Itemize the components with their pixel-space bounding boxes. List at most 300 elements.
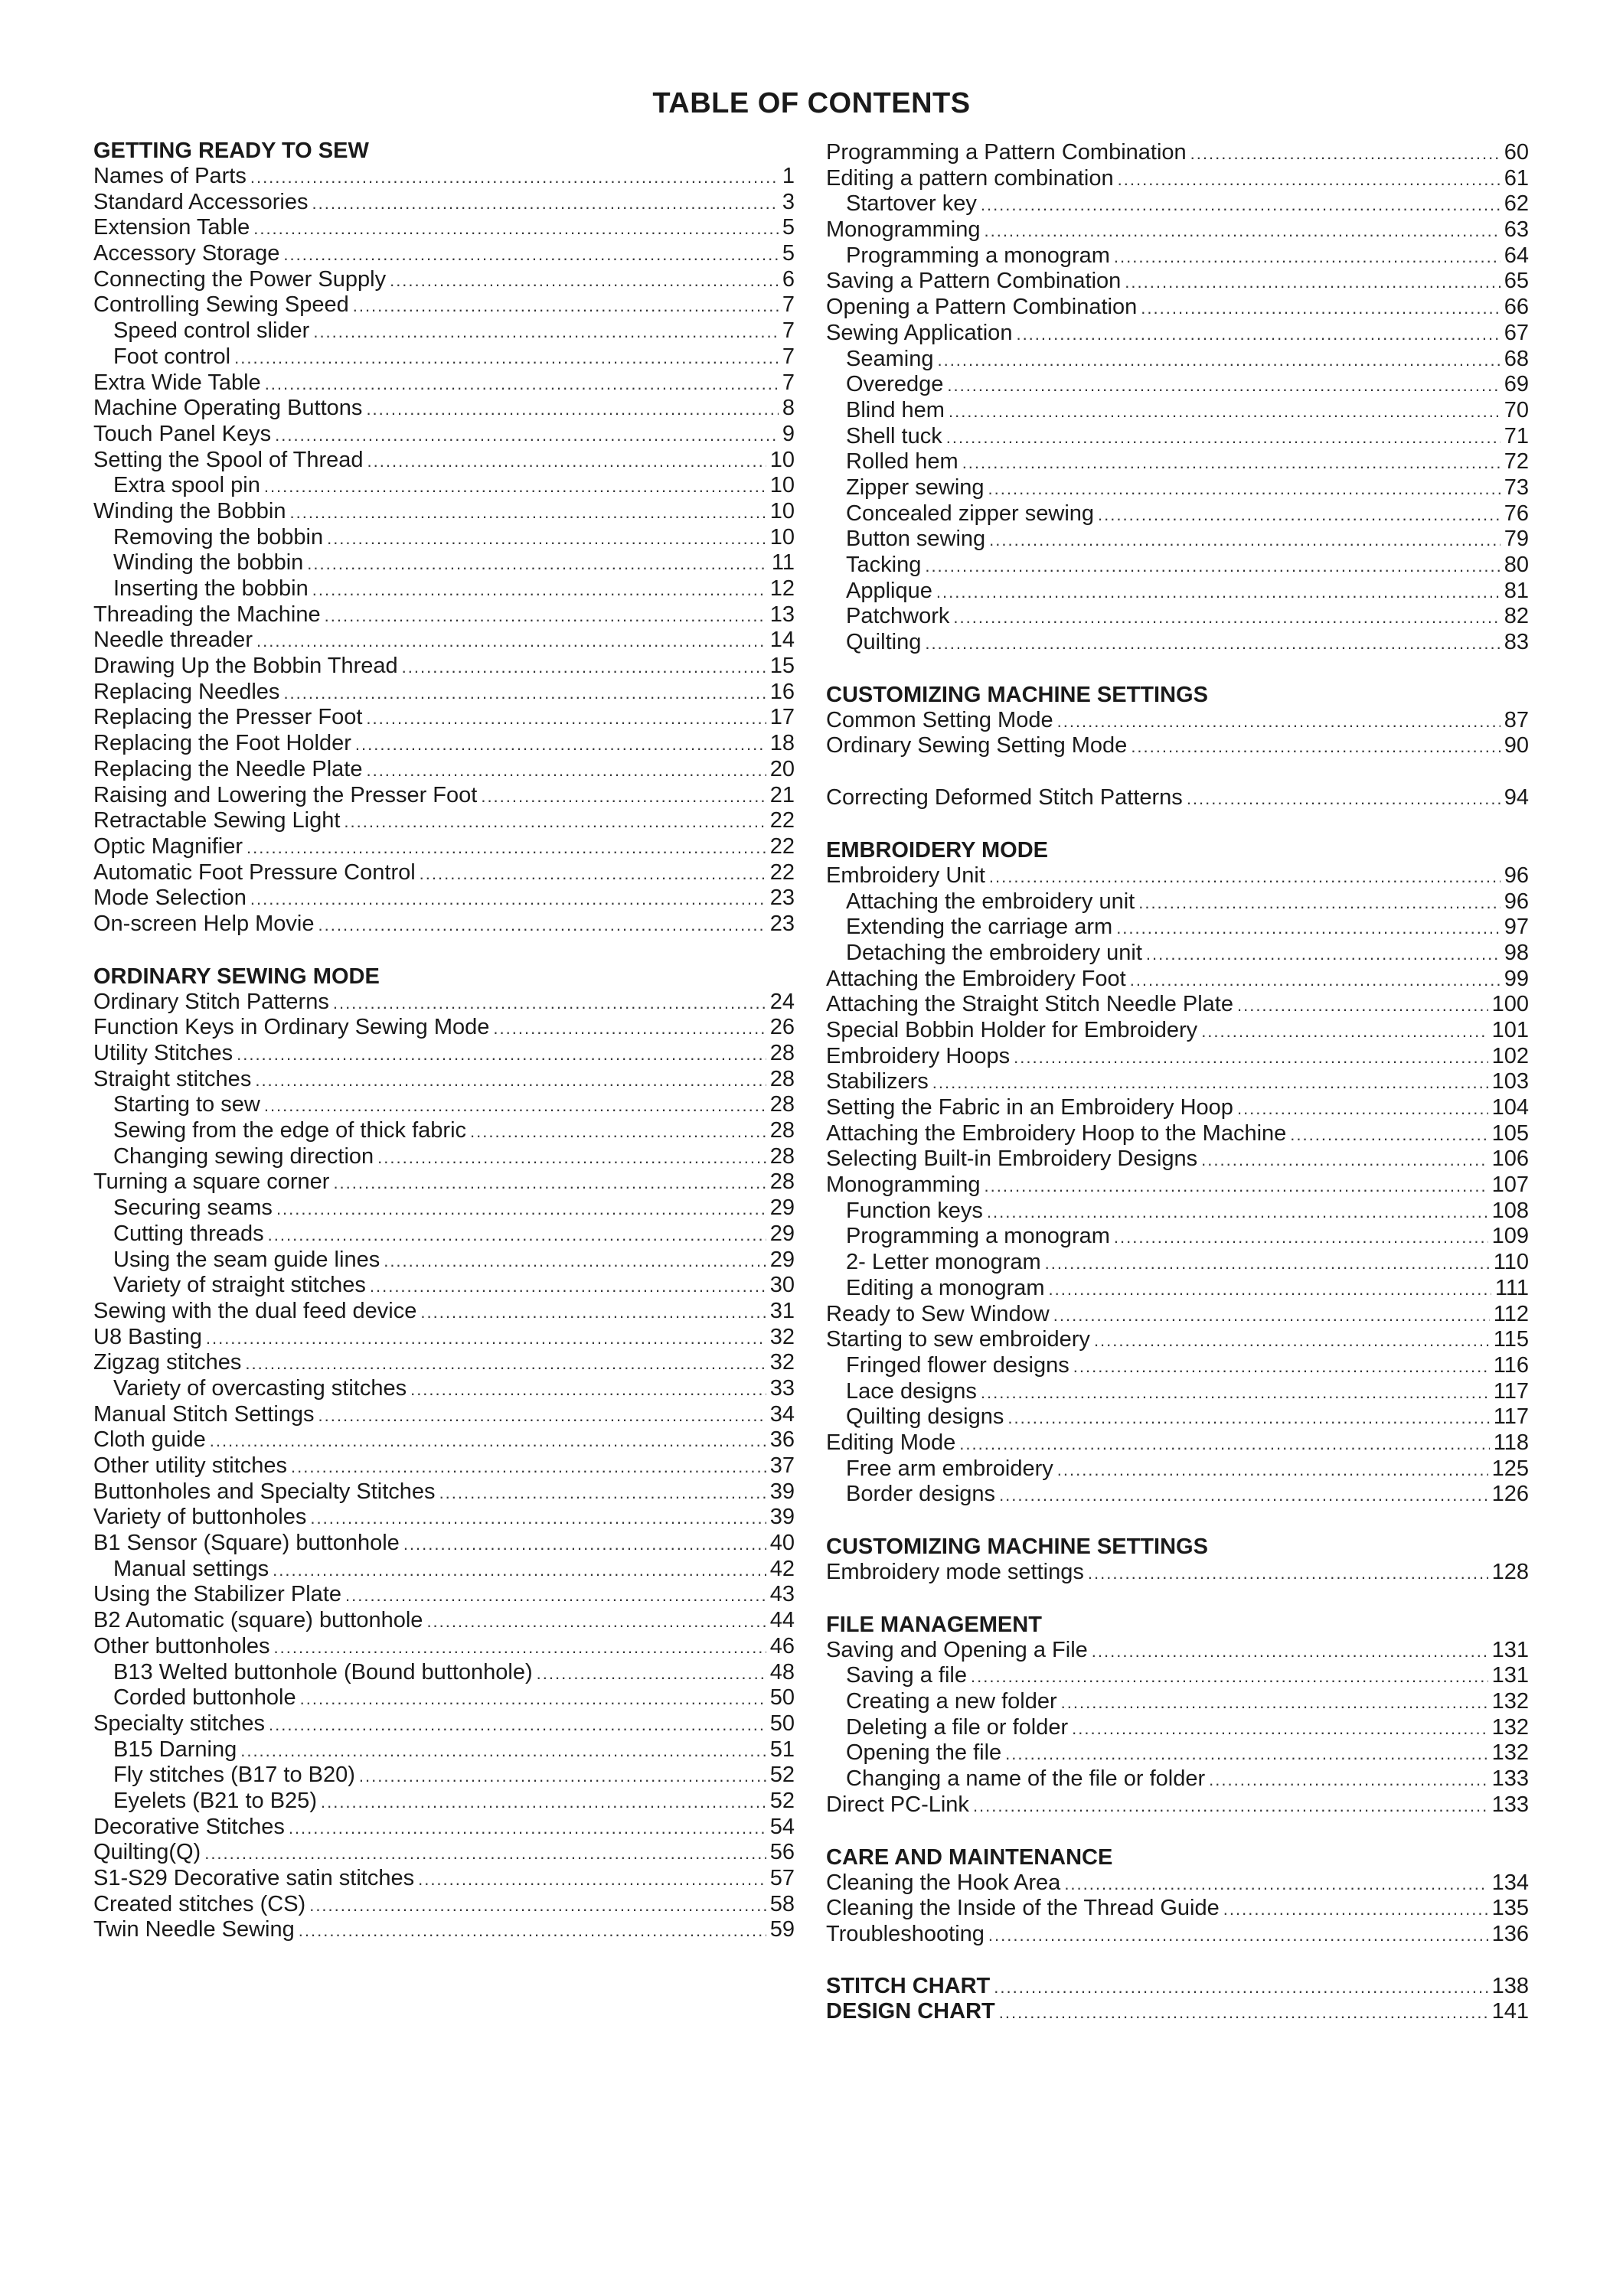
dot-leader [1130, 967, 1501, 993]
entry-label: Other utility stitches [93, 1453, 288, 1478]
entry-label: Optic Magnifier [93, 833, 243, 859]
dot-leader [470, 1119, 766, 1145]
toc-entry [93, 1815, 795, 1841]
entry-label: Embroidery Hoops [826, 1043, 1011, 1068]
toc-subentry [826, 191, 1529, 217]
entry-label: Retractable Sewing Light [93, 808, 341, 833]
dot-leader [999, 2000, 1488, 2026]
entry-label: U8 Basting [93, 1324, 202, 1349]
entry-label: Common Setting Mode [826, 707, 1053, 732]
toc-entry [93, 602, 795, 628]
toc-entry [93, 680, 795, 706]
dot-leader [949, 399, 1501, 425]
dot-leader [994, 1975, 1487, 2001]
dot-leader [947, 373, 1500, 399]
page-number: 28 [769, 1066, 795, 1091]
entry-label: Winding the bobbin [113, 550, 304, 576]
dot-leader [255, 1068, 766, 1094]
toc-entry [826, 1870, 1529, 1896]
entry-label: Extension Table [93, 215, 250, 240]
dot-leader [1049, 1277, 1491, 1303]
toc-entry [93, 1350, 795, 1376]
page-number: 50 [769, 1711, 795, 1736]
dot-leader [290, 500, 766, 526]
toc-entry [93, 990, 795, 1016]
page-number: 141 [1491, 1999, 1529, 2024]
page-number: 80 [1504, 553, 1529, 577]
entry-label: Direct PC-Link [826, 1792, 969, 1817]
entry-label: Extra spool pin [113, 473, 260, 498]
dot-leader [333, 1170, 766, 1196]
page-number: 87 [1504, 707, 1529, 732]
toc-subentry [826, 1482, 1529, 1508]
entry-label: Manual settings [113, 1556, 269, 1581]
toc-subentry [93, 1247, 795, 1274]
entry-label: Opening a Pattern Combination [826, 295, 1138, 320]
toc-entry [826, 1999, 1529, 2025]
page-number: 64 [1504, 243, 1529, 268]
entry-label: Extra Wide Table [93, 370, 261, 395]
toc-entry [826, 1095, 1529, 1121]
entry-label: Eyelets (B21 to B25) [113, 1788, 317, 1813]
entry-label: Saving and Opening a File [826, 1637, 1088, 1662]
entry-label: 2- Letter monogram [846, 1250, 1041, 1275]
dot-leader [210, 1428, 766, 1454]
toc-subentry [826, 347, 1529, 373]
toc-entry [93, 912, 795, 938]
section-spacer [826, 1818, 1529, 1844]
toc-entry [826, 967, 1529, 993]
toc-entry [826, 1430, 1529, 1456]
dot-leader [984, 218, 1500, 244]
entry-label: Editing Mode [826, 1430, 956, 1455]
toc-entry [93, 448, 795, 474]
entry-label: Variety of straight stitches [113, 1273, 366, 1298]
entry-label: B1 Sensor (Square) buttonhole [93, 1531, 400, 1556]
entry-label: Lace designs [846, 1378, 977, 1404]
toc-subentry [826, 1689, 1529, 1715]
dot-leader [245, 1351, 766, 1377]
toc-subentry [826, 1379, 1529, 1405]
toc-entry [93, 1325, 795, 1351]
page-number: 46 [769, 1633, 795, 1658]
toc-entry [93, 1479, 795, 1505]
entry-label: Cloth guide [93, 1427, 206, 1453]
toc-subentry [93, 318, 795, 344]
page-number: 31 [769, 1298, 795, 1323]
page-number: 32 [769, 1324, 795, 1349]
page-number: 96 [1504, 863, 1529, 888]
entry-label: Ordinary Sewing Setting Mode [826, 733, 1128, 758]
toc-subentry [93, 1221, 795, 1247]
toc-subentry [826, 424, 1529, 450]
toc-entry [93, 1866, 795, 1892]
page-number: 103 [1491, 1069, 1529, 1094]
entry-label: Monogramming [826, 217, 981, 243]
dot-leader [962, 450, 1501, 476]
entry-label: Decorative Stitches [93, 1814, 285, 1839]
page-number: 10 [769, 524, 795, 550]
toc-entry [826, 1560, 1529, 1586]
toc-entry [93, 834, 795, 860]
page-number: 52 [769, 1763, 795, 1788]
toc-entry [826, 863, 1529, 889]
toc-subentry [826, 1276, 1529, 1302]
dot-leader [1237, 1096, 1488, 1122]
toc-subentry [826, 553, 1529, 579]
page-number: 34 [769, 1401, 795, 1427]
entry-label: Fly stitches (B17 to B20) [113, 1763, 355, 1788]
entry-label: Programming a monogram [846, 243, 1110, 268]
entry-label: Speed control slider [113, 318, 310, 344]
page-number: 50 [769, 1685, 795, 1711]
page-number: 16 [769, 679, 795, 704]
entry-label: Controlling Sewing Speed [93, 292, 349, 318]
entry-label: Sewing with the dual feed device [93, 1298, 417, 1323]
entry-label: Quilting [846, 630, 922, 655]
page-number: 105 [1491, 1120, 1529, 1146]
dot-leader [1201, 1147, 1487, 1173]
entry-label: Monogramming [826, 1172, 981, 1198]
dot-leader [256, 628, 766, 654]
toc-entry [826, 1121, 1529, 1147]
page-number: 9 [782, 421, 795, 446]
dot-leader [1118, 167, 1501, 193]
page-number: 22 [769, 808, 795, 833]
entry-label: Names of Parts [93, 164, 247, 188]
entry-label: Ordinary Stitch Patterns [93, 989, 329, 1014]
page-number: 131 [1491, 1663, 1529, 1688]
page-number: 107 [1491, 1172, 1529, 1198]
toc-entry [826, 1327, 1529, 1353]
toc-entry [93, 1531, 795, 1557]
dot-leader [318, 912, 766, 938]
entry-label: Special Bobbin Holder for Embroidery [826, 1017, 1198, 1042]
page-number: 62 [1504, 191, 1529, 217]
page-number: 17 [769, 705, 795, 730]
dot-leader [971, 1664, 1488, 1690]
dot-leader [981, 192, 1501, 218]
page-number: 28 [769, 1092, 795, 1117]
entry-label: Tacking [846, 553, 922, 577]
entry-label: Troubleshooting [826, 1921, 985, 1946]
toc-subentry [826, 941, 1529, 967]
page-number: 10 [769, 447, 795, 472]
entry-label: Attaching the embroidery unit [846, 889, 1135, 914]
page-number: 21 [769, 782, 795, 807]
dot-leader [321, 1789, 766, 1815]
page-number: 11 [771, 550, 795, 576]
dot-leader [937, 347, 1500, 373]
toc-subentry [826, 604, 1529, 630]
entry-label: Border designs [846, 1482, 996, 1507]
page-number: 82 [1504, 604, 1529, 629]
toc-subentry [93, 1660, 795, 1686]
entry-label: Sewing Application [826, 320, 1013, 345]
dot-leader [333, 990, 766, 1016]
dot-leader [493, 1016, 766, 1042]
entry-label: Variety of buttonholes [93, 1505, 307, 1530]
toc-entry [826, 1922, 1529, 1948]
entry-label: Machine Operating Buttons [93, 396, 363, 421]
toc-entry [93, 1634, 795, 1660]
page-number: 73 [1504, 475, 1529, 500]
section-heading: EMBROIDERY MODE [826, 837, 1049, 863]
page-number: 112 [1493, 1301, 1529, 1326]
dot-leader [1092, 1639, 1488, 1665]
page-number: 60 [1504, 140, 1529, 165]
dot-leader [283, 680, 766, 706]
toc-entry [826, 1018, 1529, 1044]
toc-subentry [826, 1740, 1529, 1766]
entry-label: Applique [846, 578, 932, 603]
page-number: 97 [1504, 915, 1529, 940]
toc-left-column [93, 138, 795, 1943]
entry-label: Connecting the Power Supply [93, 266, 387, 292]
dot-leader [984, 1173, 1487, 1199]
toc-entry [826, 295, 1529, 321]
dot-leader [237, 1042, 766, 1068]
page-number: 109 [1491, 1224, 1529, 1249]
toc-subentry [826, 1404, 1529, 1430]
entry-label: Free arm embroidery [846, 1456, 1053, 1481]
dot-leader [366, 758, 766, 784]
dot-leader [403, 1531, 766, 1557]
toc-entry [93, 422, 795, 448]
page-number: 94 [1504, 785, 1529, 810]
toc-entry [93, 705, 795, 731]
toc-subentry [826, 243, 1529, 269]
page-number: 67 [1504, 320, 1529, 345]
toc-entry [826, 992, 1529, 1018]
page-number: 83 [1504, 630, 1529, 655]
dot-leader [384, 1248, 766, 1274]
entry-label: Attaching the Straight Stitch Needle Plate [826, 992, 1233, 1017]
dot-leader [240, 1738, 766, 1764]
page-number: 71 [1504, 423, 1529, 448]
page-number: 131 [1491, 1637, 1529, 1662]
toc-subentry [826, 1766, 1529, 1792]
entry-label: Replacing the Presser Foot [93, 705, 363, 730]
page-number: 10 [769, 473, 795, 498]
dot-leader [299, 1918, 766, 1944]
page-number: 128 [1491, 1560, 1529, 1584]
entry-label: Other buttonholes [93, 1633, 270, 1658]
dot-leader [312, 191, 778, 217]
toc-subentry [93, 473, 795, 499]
page-number: 132 [1491, 1714, 1529, 1740]
dot-leader [344, 809, 766, 835]
entry-label: Threading the Machine [93, 602, 321, 627]
toc-subentry [93, 1144, 795, 1170]
page-number: 101 [1491, 1017, 1529, 1042]
toc-entry [93, 757, 795, 783]
dot-leader [250, 886, 766, 912]
entry-label: Function Keys in Ordinary Sewing Mode [93, 1015, 490, 1040]
page-number: 79 [1504, 527, 1529, 552]
entry-label: Overedge [846, 372, 944, 397]
page-number: 7 [782, 370, 795, 395]
toc-entry [93, 267, 795, 293]
dot-leader [247, 835, 766, 861]
page-number: 70 [1504, 397, 1529, 422]
entry-label: B13 Welted buttonhole (Bound buttonhole) [113, 1659, 533, 1684]
dot-leader [1290, 1122, 1487, 1148]
section-heading: FILE MANAGEMENT [826, 1612, 1042, 1637]
dot-leader [1014, 1045, 1487, 1071]
entry-label: Touch Panel Keys [93, 421, 272, 446]
page-number: 24 [769, 989, 795, 1014]
entry-label: Concealed zipper sewing [846, 501, 1095, 526]
toc-entry [93, 396, 795, 422]
dot-leader [291, 1454, 766, 1480]
dot-leader [264, 474, 766, 500]
toc-subentry [93, 1763, 795, 1789]
page-number: 23 [769, 911, 795, 936]
toc-subentry [93, 1685, 795, 1711]
dot-leader [420, 861, 766, 887]
page-number: 48 [769, 1659, 795, 1684]
page-number: 106 [1491, 1146, 1529, 1172]
toc-subentry [93, 525, 795, 551]
dot-leader [355, 732, 766, 758]
entry-label: Startover key [846, 191, 977, 217]
toc-entry [826, 1044, 1529, 1070]
toc-entry [93, 1505, 795, 1531]
toc-entry [826, 1638, 1529, 1664]
entry-label: Needle threader [93, 628, 253, 653]
section-spacer [826, 1586, 1529, 1612]
toc-entry [93, 885, 795, 912]
page-number: 22 [769, 859, 795, 885]
dot-leader [273, 1557, 766, 1583]
dot-leader [1141, 295, 1500, 321]
dot-leader [981, 1380, 1490, 1406]
entry-label: Function keys [846, 1198, 983, 1223]
entry-label: Utility Stitches [93, 1041, 233, 1065]
dot-leader [366, 396, 778, 422]
page-number: 115 [1493, 1327, 1529, 1352]
toc-subentry [93, 550, 795, 576]
entry-label: Mode Selection [93, 885, 247, 911]
page-number: 39 [769, 1479, 795, 1504]
entry-label: Fringed flower designs [846, 1352, 1069, 1378]
toc-entry [93, 1299, 795, 1325]
entry-label: Ready to Sew Window [826, 1301, 1050, 1326]
dot-leader [987, 1199, 1488, 1225]
dot-leader [359, 1763, 766, 1789]
page-number: 36 [769, 1427, 795, 1453]
entry-label: Twin Needle Sewing [93, 1917, 295, 1942]
toc-subentry [826, 579, 1529, 605]
dot-leader [426, 1609, 766, 1635]
entry-label: On-screen Help Movie [93, 911, 315, 936]
toc-subentry [93, 344, 795, 370]
entry-label: Buttonholes and Specialty Stitches [93, 1479, 436, 1504]
dot-leader [989, 864, 1501, 890]
toc-entry [826, 708, 1529, 734]
section-spacer [826, 1948, 1529, 1974]
page-number: 23 [769, 885, 795, 911]
page-number: 39 [769, 1505, 795, 1530]
entry-label: Quilting(Q) [93, 1840, 201, 1865]
dot-leader [1094, 1328, 1490, 1354]
dot-leader [988, 1923, 1488, 1949]
toc-right-column [826, 140, 1529, 2025]
dot-leader [390, 268, 779, 294]
page-number: 22 [769, 833, 795, 859]
entry-label: Correcting Deformed Stitch Patterns [826, 785, 1183, 810]
entry-label: Stabilizers [826, 1069, 929, 1094]
page-number: 29 [769, 1247, 795, 1272]
dot-leader [300, 1686, 766, 1712]
toc-subentry [93, 1092, 795, 1118]
page-number: 138 [1491, 1973, 1529, 1998]
page-number: 43 [769, 1582, 795, 1607]
dot-leader [318, 1403, 766, 1429]
entry-label: Replacing the Foot Holder [93, 731, 351, 756]
toc-entry [93, 1041, 795, 1067]
toc-subentry [826, 501, 1529, 527]
entry-label: Removing the bobbin [113, 524, 324, 550]
toc-subentry [826, 1353, 1529, 1379]
section-spacer [826, 759, 1529, 785]
page-number: 12 [769, 576, 795, 601]
entry-label: Setting the Spool of Thread [93, 447, 364, 472]
dot-leader [253, 216, 779, 242]
entry-label: Changing sewing direction [113, 1143, 374, 1169]
toc-entry [93, 1015, 795, 1041]
page-number: 58 [769, 1891, 795, 1916]
page-number: 104 [1491, 1095, 1529, 1120]
section-spacer [93, 938, 795, 964]
page-number: 14 [769, 628, 795, 653]
entry-label: Extending the carriage arm [846, 915, 1113, 940]
entry-label: Seaming [846, 346, 934, 371]
dot-leader [250, 165, 779, 191]
page-number: 7 [782, 318, 795, 344]
toc-entry [93, 1608, 795, 1634]
entry-label: Corded buttonhole [113, 1685, 296, 1711]
entry-label: Winding the Bobbin [93, 498, 286, 523]
dot-leader [307, 551, 768, 577]
section-heading: CARE AND MAINTENANCE [826, 1844, 1113, 1870]
toc-entry [93, 1169, 795, 1195]
toc-entry [826, 1792, 1529, 1818]
dot-leader [309, 1893, 766, 1919]
page-number: 40 [769, 1531, 795, 1556]
toc-entry [93, 1427, 795, 1453]
toc-subentry [93, 1789, 795, 1815]
page-number: 132 [1491, 1740, 1529, 1766]
page-number: 61 [1504, 165, 1529, 191]
toc-subentry [826, 475, 1529, 501]
entry-label: Created stitches (CS) [93, 1891, 306, 1916]
entry-label: Blind hem [846, 397, 945, 422]
toc-entry [93, 654, 795, 680]
page-number: 54 [769, 1814, 795, 1839]
toc-entry [826, 1172, 1529, 1199]
page-number: 32 [769, 1350, 795, 1375]
entry-label: Cleaning the Hook Area [826, 1870, 1061, 1895]
dot-leader [420, 1300, 766, 1326]
toc-entry [93, 783, 795, 809]
page-number: 15 [769, 654, 795, 679]
dot-leader [537, 1661, 766, 1687]
toc-entry [93, 1892, 795, 1918]
page-number: 29 [769, 1221, 795, 1246]
dot-leader [370, 1274, 766, 1300]
